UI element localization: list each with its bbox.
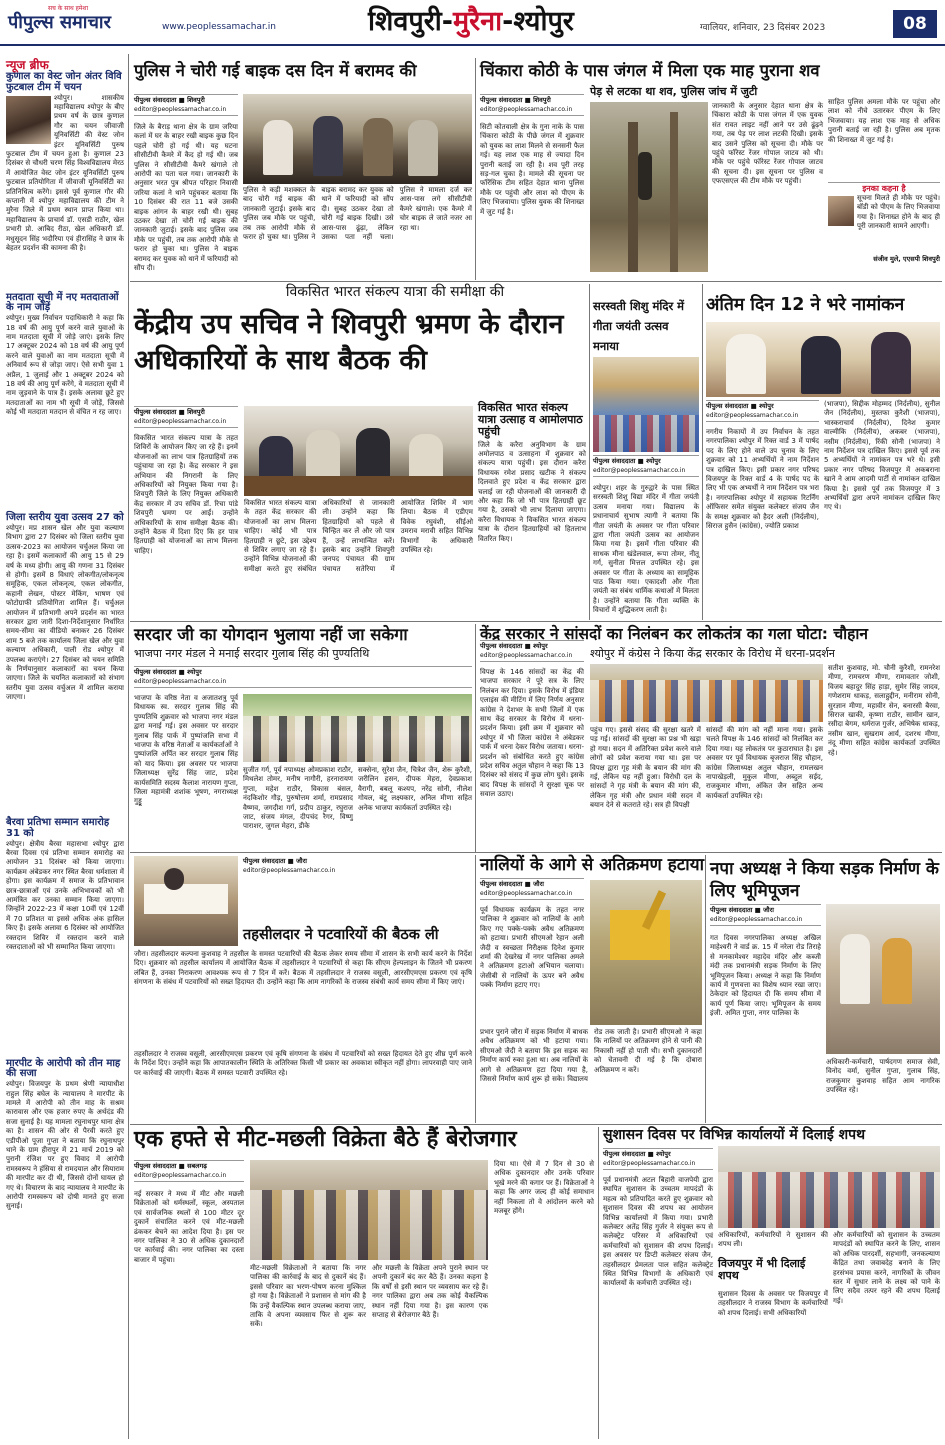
s2-email[interactable]: editor@peoplessamachar.co.in [480,106,573,113]
brief-bairwa-text: श्योपुर। क्षेत्रीय बैरवा महासभा श्योपुर द्वारा बैरवा दिवस एवं प्रतिभा सम्मान समारोह का आयोजन 31 दिसंबर को किया जाएगा। कार्यक्रम अंबेडकर नगर स्थित बैरवा धर्मशाला में होगा। इस कार्यक्रम में समाज के प्रतिभावान छात्र-छात्राओं एवं उनके अभिभावकों को भी आमंत्रित कर उनका सम्मान किया जाएगा। जिन्होंने 2022-23 में कक्षा 10वीं एवं 12वीं में 70 प्रतिशत या इससे अधिक अंक हासिल किए हैं। इसके अलावा 6 दिसंबर को आयोजित रक्तदान शिविर में रक्तदान करने वाले रक्तदाताओं को भी सम्मानित किया जाएगा। [6,839,124,952]
s2-headline: चिंकारा कोठी के पास जंगल में मिला एक माह पुराना शव [480,61,820,80]
s8-body: जौरा। तहसीलदार कल्पना कुशवाह ने तहसील के समस्त पटवारियों की बैठक लेकर समय सीमा में शासन के सभी कार्य करने के निर्देश दिए। शुक्रवार को तहसील कार्यालय में आयोजित बैठक में तहसीलदार ने पटवारियों से कहा कि सीएम हेल्पलाइन के जितने भी प्रकरण लंबित हैं, उनका निराकरण आवश्यक रूप से 7 दिन में करें। बैठक में तहसीलदार ने राजस्व वसूली, आरसीएमएस प्रकरण एवं कृषि संगणना के संबंध में पटवारियों को सख्त हिदायत दी। उन्होंने कहा कि आम नागरिकों के राजस्व संबंधी कार्य समय सीमा में किए जाएं। [134,950,472,987]
brief-kunal-text: श्योपुर। शासकीय महाविद्यालय श्योपुर के बीए प्रथम वर्ष के छात्र कुणाल गौर का चयन जीवाजी यूनिवर्सिटी की वेस्ट जोन इंटर यूनिवर्सिटी पुरुष फुटबाल टीम में चयन हुआ है। कुणाल 23 दिसंबर से चौधरी चरण सिंह विश्वविद्यालय मेरठ में आयोजित वेस्ट जोन इंटर यूनिवर्सिटी पुरुष फुटबाल प्रतियोगिता में जीवाजी यूनिवर्सिटी का प्रतिनिधित्व करेंगे। इससे पूर्व कुणाल गौर की कप्तानी में श्योपुर महाविद्यालय की टीम ने मुरैना जिले में प्रथम स्थान प्राप्त किया था। महाविद्यालय के प्राचार्य डॉ. एसडी राठौर, खेल प्रभारी प्रो. आबिद रीठा, खेल अधिकारी डॉ. मधुसूदन सिंह भदौरिया एवं हीरासिंह ने छात्र के बेहतर प्रदर्शन की कामना की है। [6,93,124,253]
s6-body: भाजपा के वरिष्ठ नेता व अजातशत्रु पूर्व विधायक स्व. सरदार गुलाब सिंह की पुण्यतिथि शुक्रवार को भाजपा नगर मंडल द्वारा मनाई गई। इस अवसर पर सरदार गुलाब सिंह पार्क में पुष्पांजलि सभा में भाजपा के वरिष्ठ नेताओं व कार्यकर्ताओं ने पुष्पांजलि अर्पित कर सरदार गुलाब सिंह को याद किया। इस अवसर पर भाजपा जिलाध्यक्ष सुरेंद्र सिंह जाट, प्रदेश कार्यसमिति सदस्य कैलाश नारायण गुप्ता, जिला महामंत्री शशांक भूषण, नगराध्यक्ष गुड्डू [134,694,238,806]
s9-email[interactable]: editor@peoplessamachar.co.in [480,890,573,897]
s9-body: पूर्व विधायक कार्यक्रम के तहत नगर पालिका ने शुक्रवार को नालियों के आगे किए गए पक्के-पक्के अवैध अतिक्रमण को हटाया। प्रभारी सीएमओ रेहान अली जैदी व स्वच्छता निरीक्षक दिनेश कुमार शर्मा की देखरेख में नगर पालिका अमले ने अतिक्रमण हटाओ अभियान चलाया। जेसीबी से नालियों के ऊपर बने अवैध पक्के निर्माण हटाए गए। [480,906,584,990]
s3-photo [244,406,473,496]
s6-divider [475,624,476,852]
s1-photo [243,94,472,184]
s4-byline [593,455,699,477]
website-link[interactable]: www.peoplessamachar.in [162,22,276,32]
brief-assault [6,1059,124,1331]
s7-headline: केंद्र सरकार ने सांसदों का निलंबन कर लोकतंत्र का गला घोटा: चौहान [480,625,869,643]
s9-body2: प्रभार पुराने जौरा में सड़क निर्माण में बाधक अवैध अतिक्रमण को भी हटाया गया। सीएमओ जैदी ने बताया कि इस सड़क का निर्माण कार्य रुका हुआ था। अब नालियों के आगे से अतिक्रमण हटा दिया गया है, जिससे निर्माण कार्य शुरू हो सके। विद्यालय रोड तक जाती है। प्रभारी सीएमओ ने कहा कि नालियों पर अतिक्रमण होने से पानी की निकासी नहीं हो पाती थी। सभी दुकानदारों को चेतावनी दी गई है कि दोबारा अतिक्रमण न करें। [480,1028,702,1084]
s3-email[interactable]: editor@peoplessamachar.co.in [134,418,227,425]
s9-byline [480,878,584,900]
s12-headline: सुशासन दिवस पर विभिन्न कार्यालयों में दिलाई शपथ [603,1127,866,1143]
s2-quote-head: इनका कहना है [862,184,906,193]
brief-assault-headline: मारपीट के आरोपी को तीन माह की सजा [6,1057,121,1080]
s7-body2: पहुंच गए। इससे संसद की सुरक्षा खतरे में पड़ गई। सांसदों की सुरक्षा का प्रश्न भी खड़ा हो गया। सदन में अतिरिक्त प्रवेश करने वाले लोगों को प्रवेश कराया गया था। इस पर विपक्ष द्वारा गृह मंत्री के बयान की मांग की गई, लेकिन यह नहीं हुआ। विरोधी दल के सांसदों ने गृह मंत्री के बयान की मांग की, लेकिन गृह मंत्री और प्रधान मंत्री सदन में बयान देने से कतराते रहे। सत्र ही विपक्षी [590,726,701,810]
s2-quote-text: सूचना मिलते ही मौके पर पहुंचे। बॉडी को पीएम के लिए भिजवाया गया है। शिनाख्त होने के बाद ही पूरी जानकारी सामने आएगी। [857,194,940,231]
s3-divider [589,284,590,620]
s10-photo [826,904,940,1054]
news-brief-column [6,58,124,1438]
s6-photo [243,694,472,762]
s2-quote-by: संजीव मुले, एएसपी शिवपुरी [873,255,940,263]
s2-quote-box [828,182,940,278]
s7-email[interactable]: editor@peoplessamachar.co.in [480,652,573,659]
s11-email[interactable]: editor@peoplessamachar.co.in [134,1172,227,1179]
s2-subheadline: पेड़ से लटका था शव, पुलिस जांच में जुटी [590,85,758,98]
s3-headline: केंद्रीय उप सचिव ने शिवपुरी भ्रमण के दौरान अधिकारियों के साथ बैठक की [134,309,564,376]
brief-assault-text: श्योपुर। विजयपुर के प्रथम श्रेणी न्यायाधीश राहुल सिंह बघेल के न्यायालय ने मारपीट के मामले में आरोपी को तीन माह के सश्रम कारावास और एक हजार रुपए के अर्थदंड की सजा सुनाई है। यह मामला रघुनाथपुर थाना क्षेत्र का है। शासन की ओर से पैरवी करते हुए एडीपीओ पूजा गुप्ता ने बताया कि रघुनाथपुर थाने के ग्राम हीरापुर में 21 मार्च 2019 को पुरानी रंजिश पर हुए विवाद में आरोपी रामस्वरूप ने हंसिया से रामदयाल और सियाराम की मारपीट कर दी थी, जिससे दोनों घायल हो गए थे। विचारण के बाद न्यायालय ने मारपीट के आरोपी रामस्वरूप को दोषी मानते हुए सजा सुनाई। [6,1080,124,1211]
s12-byline [603,1148,713,1170]
s10-byline-text: पीपुल्स संवाददाता ■ जौरा [710,906,774,914]
s8-divider [475,855,476,1123]
s6-byline [134,666,472,688]
s11-body4: दिया था। ऐसे में 7 दिन से 30 से अधिक दुकानदार और उनके परिवार भूखे मरने की कगार पर हैं। विक्रेताओं ने कहा कि अगर जल्द ही कोई समाधान नहीं निकला तो वे आंदोलन करने को मजबूर होंगे। [494,1160,594,1216]
s4-divider [702,284,703,620]
s12-email[interactable]: editor@peoplessamachar.co.in [603,1160,696,1167]
s10-body2: अधिकारी-कर्मचारी, पार्षदगण समाज सेवी, विनोद वर्मा, सुनील गुप्ता, गुलाब सिंह, राजकुमार कुशवाह सहित आम नागरिक उपस्थित रहे। [826,1058,940,1095]
s3-byline [134,406,238,428]
s5-body: नगरीय निकायों में उप निर्वाचन के तहत नगरपालिका श्योपुर में रिक्त वार्ड 3 में पार्षद पद के लिए होने वाले उप चुनाव के लिए शुक्रवार को 11 अभ्यर्थियों ने नाम निर्देशन पत्र दाखिल किए। इसी प्रकार नगर परिषद विजयपुर के रिक्त वार्ड 4 के पार्षद पद के लिए भी एक अभ्यर्थी ने नाम निर्देशन पत्र भरा है। नगरपालिका श्योपुर में सहायक रिटर्निंग ऑफिसर समेत संयुक्त कलेक्टर संजय जैन के समक्ष शुक्रवार को हैदर अली (निर्दलीय), सिराज हुसैन (कांग्रेस), ज्योति प्रकाश [706,428,819,531]
brief-youth [6,513,124,814]
s1-divider [475,58,476,280]
s2-body3: साहित पुलिस अमला मौके पर पहुंचा और लाश को नीचे उतारकर पीएम के लिए भिजवाया। यह लाश एक माह से अधिक पुरानी बताई जा रही है। पुलिस अब मृतक की शिनाख्त में जुट गई है। [828,98,940,144]
s2-photo [590,102,708,272]
s4-headline: सरस्वती शिशु मंदिर में गीता जयंती उत्सव मनाया [593,299,685,353]
s1-email[interactable]: editor@peoplessamachar.co.in [134,106,227,113]
s3-side-text: जिले के करैरा अनुविभाग के ग्राम अमोलपाठ व उत्साहना में शुक्रवार को संकल्प यात्रा पहुंची। इस दौरान करैरा विधायक रमेश प्रसाद खटीक ने संकल्प दिलवाते हुए प्रदेश व केंद्र सरकार द्वारा चलाई जा रही योजनाओं की जानकारी दी और कहा कि जो भी पात्र हितग्राही छूट गया है, उसको भी लाभ दिलाया जाएगा। करैरा विधायक ने विकसित भारत संकल्प यात्रा के दौरान हितग्राहियों को हितलाभ वितरित किए। [478,440,586,543]
s7-body: विपक्ष के 146 सांसदों का केंद्र की भाजपा सरकार ने पूरे सत्र के लिए निलंबन कर दिया। इसके विरोध में इंडिया एलाइंस की मीटिंग में लिए निर्णय अनुसार कांग्रेस ने देशभर के सभी जिलों में एक साथ केंद्र सरकार के विरोध में धरना-प्रदर्शन किया। इसी क्रम में शुक्रवार को श्योपुर में भी जिला कांग्रेस ने अंबेडकर पार्क में धरना देकर विरोध जताया। धरना-प्रदर्शन को संबोधित करते हुए कांग्रेस प्रदेश सचिव अतुल चौहान ने कहा कि 13 दिसंबर को संसद में कुछ लोग घुसे। इसके बाद विपक्ष के सांसदों ने सुरक्षा चूक पर सवाल उठाए। [480,668,584,799]
s4-photo [593,357,699,452]
masthead [0,0,945,46]
s8-body2: तहसीलदार ने राजस्व वसूली, आरसीएमएस प्रकरण एवं कृषि संगणना के संबंध में पटवारियों को सख्त हिदायत देते हुए शीघ्र पूर्ण करने के निर्देश दिए। उन्होंने कहा कि आपातकालीन स्थिति के अतिरिक्त किसी भी प्रकार का अवकाश स्वीकृत नहीं होगा। लापरवाही पाए जाने पर कार्रवाई की जाएगी। बैठक में समस्त पटवारी उपस्थित रहे। [134,1050,472,1077]
s3-kicker: विकसित भारत संकल्प यात्रा की समीक्षा की [285,284,505,300]
s3-body: विकसित भारत संकल्प यात्रा के तहत शिविरों के आयोजन किए जा रहे हैं। इनमें योजनाओं का लाभ पात्र हितग्राहियों तक पहुंचाया जा रहा है। केंद्र सरकार ने इस अभियान की निगरानी के लिए अधिकारियों को नियुक्त किया गया है। शिवपुरी जिले के लिए नियुक्त अधिकारी केंद्र सरकार में उप सचिव डॉ. रिचा पांडे शिवपुरी भ्रमण पर आईं। उन्होंने अधिकारियों के साथ समीक्षा बैठक की। उन्होंने बैठक में दिशा दिए कि हर पात्र हितग्राही को योजनाओं का लाभ मिलना चाहिए। [134,434,238,555]
s11-body3: और मछली के विक्रेता अपने पुराने स्थान पर अपनी दुकानें बंद कर बैठे हैं। उनका कहना है कि वर्षों से इसी स्थान पर व्यवसाय कर रहे हैं। नगर पालिका द्वारा अब तक कोई वैकल्पिक स्थान नहीं दिया गया है। इस कारण एक सप्ताह से बेरोजगार बैठे हैं। [372,1264,488,1320]
s7-photo [590,664,823,722]
s12-body: पूर्व प्रधानमंत्री अटल बिहारी वाजपेयी द्वारा स्थापित सुशासन के उच्चतम मापदंडों के महत्व को प्रतिपादित करते हुए शुक्रवार को सुशासन दिवस की शपथ का आयोजन विभिन्न कार्यालयों में किया गया। प्रभारी कलेक्टर अतेंद्र सिंह गुर्जर ने संयुक्त रूप से कलेक्ट्रेट परिसर में अधिकारियों एवं कर्मचारियों को सुशासन की शपथ दिलाई। इस अवसर पर डिप्टी कलेक्टर संजय जैन, तहसीलदार प्रेमलता पाल सहित कलेक्ट्रेट स्थित विभिन्न विभागों के अधिकारी एवं कार्यालयों के कर्मचारी उपस्थित रहे। [603,1176,713,1288]
s11-body: नई सरकार ने मध्य में मीट और मछली विक्रेताओं को धर्मस्थलों, स्कूल, अस्पताल एवं सार्वजनिक स्थलों से 100 मीटर दूर दुकानें संचालित करने एवं मीट-मछली ढंककर बेचने का आदेश दिया है। इस पर नगर पालिका ने 30 से अधिक दुकानदारों पर कार्रवाई की। नगर पालिका का दस्ता बाजार में पहुंचा। [134,1190,244,1264]
s9-divider [705,855,706,1123]
row2-divider [130,621,942,622]
s12-vijaypur-head: विजयपुर में भी दिलाई शपथ [718,1257,806,1282]
s3-sidebar [478,402,586,617]
s4-body: श्योपुर। शहर के गुरुद्वारे के पास स्थित सरस्वती शिशु विद्या मंदिर में गीता जयंती उत्सव मनाया गया। विद्यालय के प्रधानाचार्य सुभाष त्यागी ने बताया कि गीता जयंती के अवसर पर गीता परिवार द्वारा गीता जयंती उत्सव का आयोजन किया गया है। इसमें गीता परिवार की साधक मीना खंडेलवाल, रूपा तोमर, नीतू गर्ग, सुनीता मित्तल उपस्थित रहे। इस अवसर पर गीता के अध्याय का सामूहिक पाठ किया गया। एकादशी और गीता जयंती का संबंध धार्मिक कथाओं में मिलता है। उन्होंने बताया कि गीता व्यक्ति के विचारों में शुद्धिकरण लाती है। [593,484,699,615]
brief-bairwa-headline: बैरवा प्रतिभा सम्मान समारोह 31 को [6,816,110,839]
s1-headline: पुलिस ने चोरी गई बाइक दस दिन में बरामद की [134,61,417,80]
s10-headline: नपा अध्यक्ष ने किया सड़क निर्माण के लिए भूमिपूजन [710,859,939,901]
s10-byline [710,904,821,926]
s8-photo [134,856,238,946]
section-sheopur: -श्योपुर [502,6,574,37]
s1-byline [134,94,238,116]
s12-photo [718,1146,940,1228]
s2-body2: जानकारी के अनुसार देहात थाना क्षेत्र के चिंकारा कोठी के पास जंगल में एक युवक संत रावत लाइट नहीं आने पर उसे ढूंढ़ने गया, तब पेड़ पर लाश लटकी दिखी। इसके बाद उसने पुलिस को सूचना दी। मौके पर पहुंचे फॉरेस्ट रेंजर गोपाल जाटव को थी। मौके पर पहुंचे फॉरेस्ट रेंजर गोपाल जाटव की सूचना दी। इस सूचना पर पुलिस व एफएसएल की टीम मौके पर पहुंची। [712,102,823,186]
brand-tagline: सच के साथ हमेशा [48,5,89,12]
news-brief-tag: न्यूज ब्रीफ [6,58,49,72]
s11-body2: मीट-मछली विक्रेताओं ने बताया कि नगर पालिका की कार्रवाई के बाद से दुकानें बंद हैं। इससे परिवार का भरण-पोषण करना मुश्किल हो गया है। विक्रेताओं ने प्रशासन से मांग की है कि उन्हें वैकल्पिक स्थान उपलब्ध कराया जाए, ताकि वे अपना व्यवसाय फिर से शुरू कर सकें। [250,1264,366,1329]
s5-byline-text: पीपुल्स संवाददाता ■ श्योपुर [706,402,774,410]
s5-email[interactable]: editor@peoplessamachar.co.in [706,412,799,419]
s10-email[interactable]: editor@peoplessamachar.co.in [710,916,803,923]
s12-body3: और कर्मचारियों को सुशासन के उच्चतम मापदंडों को स्थापित करने के लिए, शासन को अधिक पारदर्शी, सहभागी, जनकल्याण केंद्रित तथा जवाबदेह बनाने के लिए हरसंभव प्रयास करने, नागरिकों के जीवन स्तर में सुधार लाने के लक्ष्य को पाने के लिए सदैव तत्पर रहने की शपथ दिलाई गई। [833,1231,940,1305]
s6-body3: सक्सेना, सुरेश जैन, चित्रेश जैन, शेरू कुरैशी, जरीलिन हसन, दीपक मेहरा, देवप्रकाश वैरागी, बबलू कश्यप, नरेंद्र सोनी, नीलेश गोयल, बंटू लक्ष्यकार, अनिल मीणा सहित अनेक भाजपा कार्यकर्ता उपस्थित रहे। [358,766,472,812]
s7-body4: सतीश कुशवाह, मो. चौनी कुरैशी, रामनरेश मीणा, रामचरण मीणा, रामावतार जोशी, विजय बहादुर सिंह हाड़ा, सुमेर सिंह जादव, गणेशराम धाकड़, सलाहुद्दीन, मनीराम सोनी, सुरज्ञान मीणा, महावीर सेन, बनारसी बैरवा, सिराज खाकी, कृष्णा राठौर, सामीन खान, रसीदा बेगम, धर्मराज गुर्जर, अभिषेक धाकड़, नसीम खान, सुखराम आर्य, दशरथ मीणा, नंदू मीणा सहित कांग्रेस कार्यकर्ता उपस्थित रहे। [828,664,940,757]
s8-byline-text: पीपुल्स संवाददाता ■ जौरा [243,857,307,865]
s6-subheadline: भाजपा नगर मंडल ने मनाई सरदार गुलाब सिंह की पुण्यतिथि [134,647,370,660]
brief-voter [6,293,124,510]
s2-byline-text: पीपुल्स संवाददाता ■ शिवपुरी [480,96,551,104]
s11-headline: एक हफ्ते से मीट-मछली विक्रेता बैठे हैं बेरोजगार [134,1127,517,1152]
s6-body2: सुजीत गर्ग, पूर्व नपाध्यक्ष ओमप्रकाश राठौर, मिथलेश तोमर, मनीष नागौरी, हरनारायण गुप्ता, महेश राठौर, विकास बंसल, नंदकिशोर गौड़, पुरुषोत्तम शर्मा, रामप्रसाद वैष्णव, जगदीश गर्ग, प्रदीप ठाकुर, रघुराज जाट, संजय मंगल, दीपचंद रैगर, विष्णु पाराशर, जुगल मेहरा, डीके [243,766,353,831]
row4-divider [130,1124,942,1125]
brief-youth-text: श्योपुर। मप्र शासन खेल और युवा कल्याण विभाग द्वारा 27 दिसंबर को जिला स्तरीय युवा उत्सव-2023 का आयोजन चर्चुअल किया जा रहा है। इसमें कलाकारों की आयु 15 से 29 वर्ष के मध्य होगी। आयु की गणना 31 दिसंबर से होगी। इसमें 8 विधाएं लोकगीत/लोकनृत्य समूहिक, एकल लोकनृत्य, एकल लोकगीत, कहानी लेखन, पोस्टर मेकिंग, भाषण एवं फोटोग्राफी प्रतियोगिता शामिल हैं। चर्चुअल आयोजन में प्रतिभागी अपने प्रदर्शन का भारत सरकार द्वारा जारी दिशा-निर्देशानुसार निर्धारित समय-सीमा का वीडियो बनाकर 26 दिसंबर शाम 5 बजे तक कार्यालय जिला खेल और युवा कल्याण अधिकारी, पाली रोड श्योपुर में उपलब्ध कराएंगे। 27 दिसंबर को चयन समिति के निर्णयानुसार कलाकारों का चयन किया जाएगा। जिले के चयनित कलाकारों को संभाग स्तरीय युवा उत्सव वर्चुअल में शामिल कराया जाएगा। [6,523,124,702]
s9-byline-text: पीपुल्स संवाददाता ■ जौरा [480,880,544,888]
s4-email[interactable]: editor@peoplessamachar.co.in [593,467,686,474]
s6-email[interactable]: editor@peoplessamachar.co.in [134,678,227,685]
s7-byline [480,640,584,662]
section-shivpuri: शिवपुरी- [368,6,453,37]
brief-voter-text: श्योपुर। मुख्य निर्वाचन पदाधिकारी ने कहा कि 18 वर्ष की आयु पूर्ण करने वाले युवाओं के नाम मतदाता सूची में जोड़े जाएं। इसके लिए 17 अक्टूबर 2024 को 18 वर्ष की आयु पूर्ण करने वाले युवाओं का नाम मतदाता सूची में अनिवार्य रूप से जोड़ा जाए। ऐसे सभी युवा 1 अप्रैल, 1 जुलाई और 1 अक्टूबर 2024 को 18 वर्ष की आयु पूर्ण करेंगे, वे मतदाता सूची में नाम जुड़वाने के पात्र हैं। इसके अलावा छूटे हुए मतदाताओं का नाम भी सूची में जोड़ें, जिससे कोई भी मतदाता मतदान से वंचित न रह जाए। [6,314,124,417]
s9-headline: नालियों के आगे से अतिक्रमण हटाया [480,855,704,875]
s5-body2: (भाजपा), सिद्दीक मोहम्मद (निर्दलीय), सुनील जैन (निर्दलीय), मुस्तफा कुरैशी (भाजपा), भास्कराचार्य (निर्दलीय), दिनेश कुमार वाल्मीकि (निर्दलीय), अकबर (भाजपा), नसीम (निर्दलीय), रिंकी सोनी (भाजपा) ने नाम निर्देशन पत्र दाखिल किए। इससे पूर्व तक 5 अभ्यर्थियों ने नामांकन पत्र भरे थे। इसी प्रकार नगर परिषद विजयपुर में अकबराना खाने ने आम आदमी पार्टी से नामांकन दाखिल किया है। इससे पूर्व तक विजयपुर में 3 अभ्यर्थियों द्वारा अपने नामांकन दाखिल किए गए थे। [824,400,940,512]
s11-photo [250,1160,488,1260]
page-number: 08 [893,10,937,38]
s7-subheadline: श्योपुर में कंग्रेस ने किया केंद्र सरकार के विरोध में धरना-प्रदर्शन [590,647,835,660]
s2-quote-photo [828,196,854,226]
brief-kunal [6,72,124,289]
s4-byline-text: पीपुल्स संवाददाता ■ श्योपुर [593,457,661,465]
s5-byline [706,400,819,422]
s2-byline [480,94,584,116]
s3-byline-text: पीपुल्स संवाददाता ■ शिवपुरी [134,408,205,416]
s6-headline: सरदार जी का योगदान भुलाया नहीं जा सकेगा [134,625,408,644]
row1-divider [130,281,942,282]
s7-body3: सांसदों की मांग को नहीं माना गया। इसके चलते विपक्ष के 146 सांसदों को निलंबित कर दिया गया। यह लोकतंत्र पर कुठाराघात है। इस अवसर पर पूर्व विधायक बृजराज सिंह चौहान, कांग्रेस जिलाध्यक्ष अतुल चौहान, रामलखन नापाखेड़ली, मुकुल मीणा, अब्दुल सईद, राजकुमार मीणा, अंकित जैन सहित अन्य कार्यकर्ता उपस्थित रहे। [706,726,823,800]
s5-photo [706,322,940,397]
s12-byline-text: पीपुल्स संवाददाता ■ श्योपुर [603,1150,671,1158]
brief-voter-headline: मतदाता सूची में नए मतदाताओं के नाम जोड़ें [6,291,119,314]
brief-kunal-headline: कुणाल का वेस्ट जोन अंतर विवि फुटबाल टीम में चयन [6,71,122,93]
s8-headline: तहसीलदार ने पटवारियों की बैठक ली [243,927,439,943]
s10-body: गत दिवस नगरपालिका अध्यक्ष अखिल माहेश्वरी ने वार्ड क्र. 15 में नरेला रोड तिराहे से मनकामेश्वर महादेव मंदिर और कब्जी मंदी तक प्रधानमंत्री सड़क निर्माण के लिए भूमिपूजन किया। अध्यक्ष ने कहा कि निर्माण कार्य में गुणवत्ता का विशेष ध्यान रखा जाए। ठेकेदार को हिदायत दी कि समय सीमा में कार्य पूर्ण किया जाए। भूमिपूजन के समय इंजी. अमित गुप्ता, नगर पालिका के [710,934,821,1018]
brand-name: पीपुल्स समाचार [8,12,111,33]
s6-byline-text: पीपुल्स संवाददाता ■ श्योपुर [134,668,202,676]
s2-body: सिटी कोतवाली क्षेत्र के गुना नाके के पास चिंकारा कोठी के पीछे जंगल में शुक्रवार को युवक का लाश मिलने से सनसनी फैल गई। यह लाश एक माह से ज्यादा दिन पुरानी बताई जा रही है। शव पूरी तरह सड़-गल चुका है। मामले की सूचना पर फॉरेंसिक टीम सहित देहात थाना पुलिस मौके पर पहुंची और लाश को पीएम के लिए भिजवाया। पुलिस युवक की शिनाख्त में जुट गई है। [480,123,584,216]
s9-photo [590,880,702,1025]
dateline: ग्वालियर, शनिवार, 23 दिसंबर 2023 [700,23,826,33]
s12-vijaypur-text: सुशासन दिवस के अवसर पर विजयपुर में तहसीलदार ने राजस्व विभाग के कर्मचारियों को शपथ दिलाई। सभी अधिकारियों [718,1290,828,1317]
s11-byline [134,1160,244,1182]
brief-kunal-photo [6,96,51,144]
s3-side-headline: विकसित भारत संकल्प यात्रा उत्साह व आमोलपाठ पहुंची [478,401,583,438]
brand-logo [8,4,158,38]
s1-body2: पुलिस ने कड़ी मशक्कत के बाद चोरी गई बाइक की जानकारी जुटाई। इसके बाद पुलिस जब मौके पर पहुंची, तब तक आरोपी मौके से फरार हो चुका था। पुलिस ने बाइक बरामद कर युवक को थाने में फरियादी को सौंप दी। सुबह उठकर देखा तो चोरी गई बाइक दिखी। उसे आस-पास ढूंढ़ा, लेकिन उसका पता नहीं चला। पुलिस ने मामला दर्ज कर आस-पास लगे सीसीटीवी कैमरे खंगाले। एक कैमरे में चोर बाइक ले जाते नजर आ रहा था। [243,186,472,242]
brief-youth-headline: जिला स्तरीय युवा उत्सव 27 को [6,512,124,524]
s12-body2: अधिकारियों, कर्मचारियों ने सुशासन की शपथ ली। [718,1231,828,1249]
section-title [368,4,608,40]
s1-body: जिले के बैराड़ थाना क्षेत्र के ग्राम जरिया कलां में घर के बाहर रखी बाइक कुछ दिन पहले चोरी हो गई थी। यह घटना सीसीटीवी कैमरे में कैद हो गई थी। जब पुलिस ने सीसीटीवी कैमरे खंगाले तो आरोपी का पता चल गया। जानकारी के अनुसार भरत पुत्र श्रीपत परिहार निवासी जरिया कलां ने थाने पहुंचकर बताया कि 10 दिसंबर की रात 11 बजे उसकी बाइक आंगन के बाहर रखी थी। सुबह उठकर देखा तो चोरी गई बाइक की जानकारी जुटाई। इसके बाद पुलिस जब मौके पर पहुंची, तब तक आरोपी मौके से फरार हो चुका था। पुलिस ने बाइक बरामद कर युवक को थाने में फरियादी को सौंप दी। [134,123,238,273]
s5-headline: अंतिम दिन 12 ने भरे नामांकन [706,295,905,315]
s7-byline-text: पीपुल्स संवाददाता ■ श्योपुर [480,642,548,650]
s11-divider [598,1127,599,1439]
s8-byline [243,856,472,876]
brief-divider [128,54,129,1439]
s3-body2: विकसित भारत संकल्प यात्रा के तहत केंद्र सरकार की योजनाओं का लाभ मिलना चाहिए। कोई भी पात्र हितग्राही न छूटे, इस उद्देश्य से शिविर लगाए जा रहे हैं। उन्होंने विभिन्न योजनाओं की समीक्षा करते हुए संबंधित अधिकारियों से जानकारी ली। उन्होंने कहा कि हितग्राहियों को पहले से चिन्हित कर लें और जो पात्र हैं, उन्हें लाभान्वित करें। इसके बाद उन्होंने शिवपुरी जनपद पंचायत की ग्राम पंचायत सतेरिया में आयोजित शिविर में भाग लिया। बैठक में एडीएम विवेक रघुवंशी, सीईओ उमराव मरावी सहित विभिन्न विभागों के अधिकारी उपस्थित रहे। [244,499,473,573]
brief-bairwa [6,818,124,1055]
s8-email[interactable]: editor@peoplessamachar.co.in [243,867,336,874]
s1-byline-text: पीपुल्स संवाददाता ■ शिवपुरी [134,96,205,104]
section-morena: मुरैना [452,6,503,37]
s11-byline-text: पीपुल्स संवाददाता ■ सबलगढ़ [134,1162,207,1170]
row3-divider [130,852,942,853]
